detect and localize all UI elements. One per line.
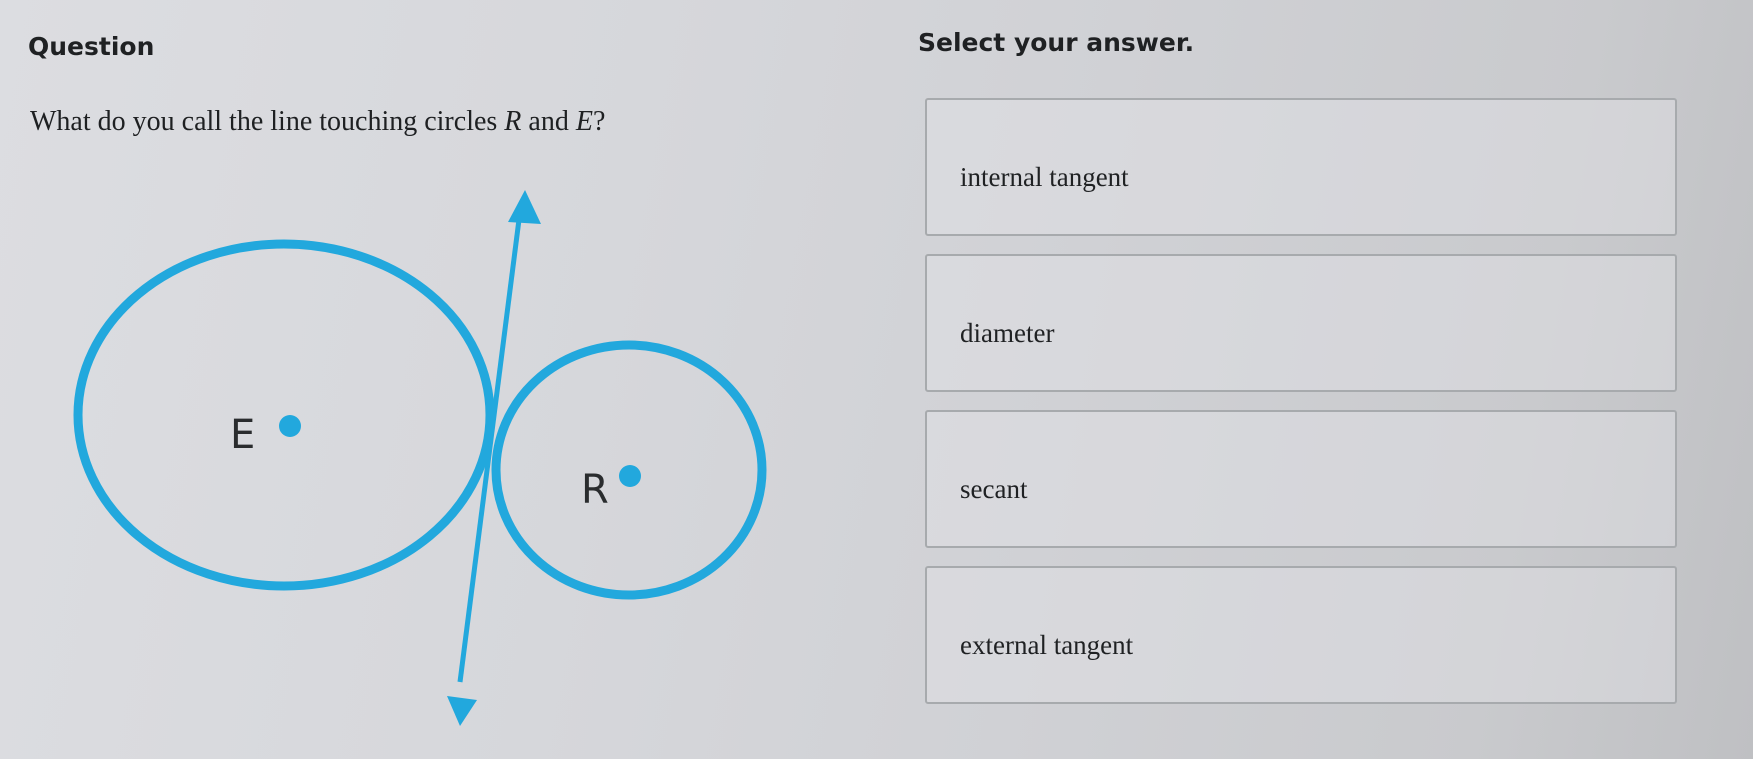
- choice-label: internal tangent: [960, 162, 1129, 192]
- choice-diameter[interactable]: [925, 254, 1677, 392]
- center-e-point: [279, 415, 301, 437]
- choice-label: secant: [960, 474, 1028, 504]
- answer-prompt: Select your answer.: [918, 28, 1195, 57]
- center-r-point: [619, 465, 641, 487]
- question-text-part: and: [521, 106, 576, 137]
- answer-choices: [925, 98, 1683, 722]
- tangent-arrow-up-icon: [508, 190, 541, 224]
- question-heading: Question: [28, 32, 155, 61]
- choice-internal-tangent[interactable]: [925, 98, 1677, 236]
- circle-r-variable: R: [504, 106, 522, 137]
- choice-secant[interactable]: [925, 410, 1677, 548]
- tangent-line: [460, 204, 521, 682]
- question-text: [30, 106, 605, 138]
- circle-e-variable: E: [575, 106, 593, 137]
- tangent-circles-figure: [0, 170, 780, 740]
- choice-external-tangent[interactable]: [925, 566, 1677, 704]
- circle-e: [78, 244, 490, 586]
- choice-label: diameter: [960, 318, 1055, 348]
- label-r: R: [581, 467, 609, 513]
- label-e: E: [230, 412, 256, 458]
- question-text-part: ?: [592, 106, 606, 137]
- choice-label: external tangent: [960, 630, 1134, 660]
- question-text-part: What do you call the line touching circles: [30, 106, 505, 137]
- tangent-arrow-down-icon: [447, 696, 477, 726]
